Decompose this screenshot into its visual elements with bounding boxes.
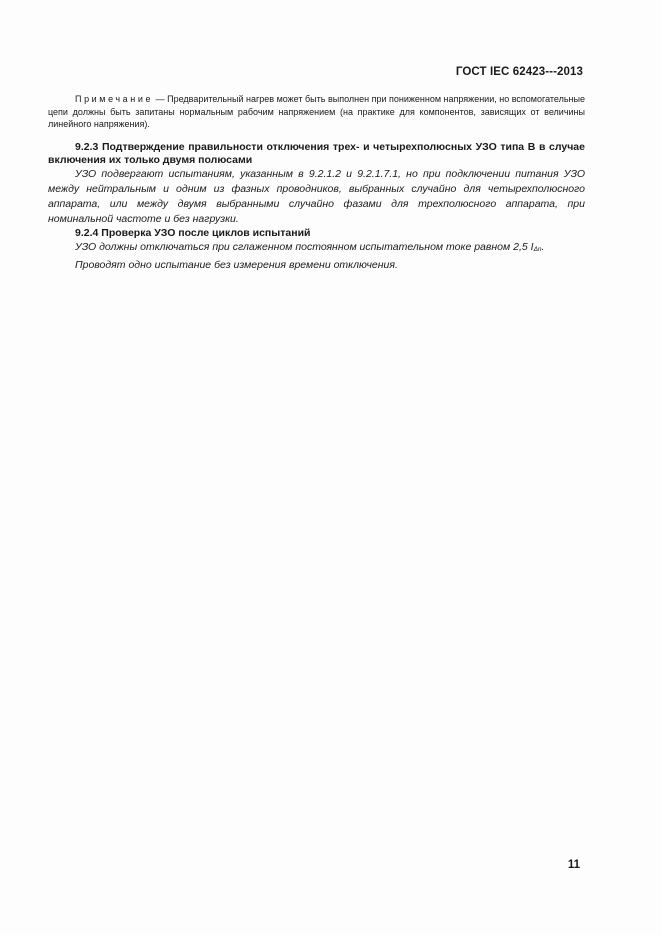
section-924-title: 9.2.4 Проверка УЗО после циклов испытаний bbox=[75, 227, 311, 240]
document-code-header: ГОСТ IEC 62423---2013 bbox=[455, 66, 583, 78]
note-text: — Предварительный нагрев может быть выполнен при пониженном напряжении, но вспомогательные цепи должны быть запитаны нормальным рабочим напряжением (на практике для компонентов, зависящих от величины линейного напряжения). bbox=[48, 94, 585, 129]
section-924-paragraph bbox=[48, 240, 585, 257]
note-paragraph bbox=[48, 93, 585, 131]
rated-current-symbol: I bbox=[530, 241, 534, 254]
section-923-title: 9.2.3 Подтверждение правильности отключения трех- и четырехполюсных УЗО типа В в случае включения их только двумя полюсами bbox=[48, 140, 585, 166]
rated-current-subscript: Δn bbox=[533, 246, 542, 254]
page-content bbox=[48, 93, 585, 273]
note-label: Примечание bbox=[75, 94, 154, 104]
page-number: 11 bbox=[567, 859, 580, 871]
section-923-paragraph: УЗО подвергают испытаниям, указанным в 9.2.1.2 и 9.2.1.7.1, но при подключении питания УЗО между нейтральным и одним из фазных проводников, выбранных случайно для четырехполюсного аппарата, или между двумя выбранными случайно фазами для трехполюсного аппарата, при номинальной частоте и без нагрузки. bbox=[48, 167, 585, 226]
section-924-paragraph-2: Проводят одно испытание без измерения времени отключения. bbox=[75, 258, 398, 271]
section-924-paragraph-end: . bbox=[541, 241, 545, 254]
section-924-paragraph-text: УЗО должны отключаться при сглаженном постоянном испытательном токе равном 2,5 bbox=[75, 241, 531, 254]
